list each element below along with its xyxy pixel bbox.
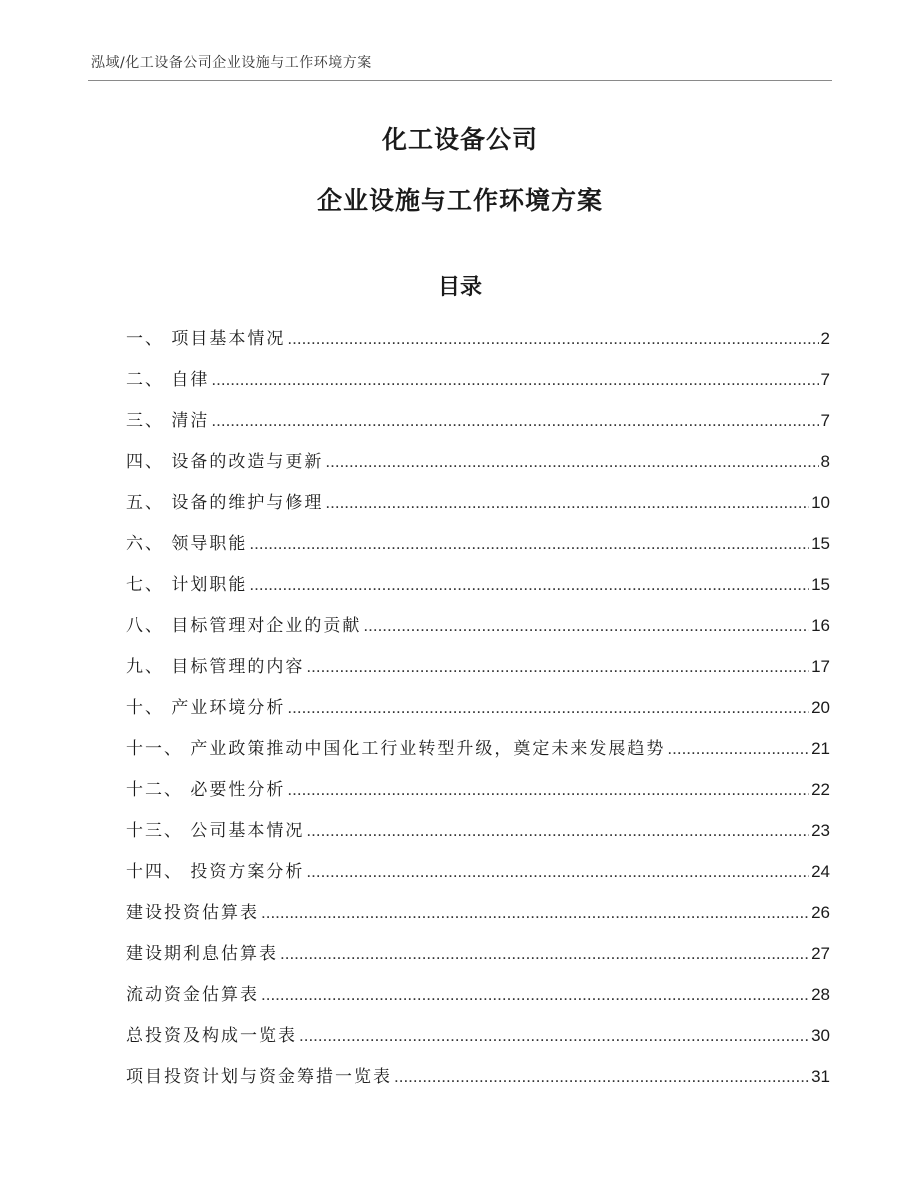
toc-leader-dots [287, 318, 818, 359]
toc-entry-page: 31 [811, 1067, 830, 1086]
toc-entry-label: 设备的改造与更新 [171, 452, 324, 472]
toc-entry[interactable] [126, 482, 830, 523]
toc-leader-dots [667, 728, 809, 769]
toc-entry-label: 建设投资估算表 [126, 903, 259, 923]
toc-entry-number: 三、 [126, 411, 172, 431]
toc-leader-dots [363, 605, 809, 646]
toc-entry[interactable] [126, 646, 830, 687]
toc-entry-number: 十、 [126, 698, 172, 718]
toc-entry[interactable] [126, 974, 830, 1015]
toc-entry-number: 六、 [126, 534, 172, 554]
toc-entry-page: 8 [820, 452, 830, 471]
toc-entry-page: 28 [811, 985, 830, 1004]
toc-entry-page: 24 [811, 862, 830, 881]
toc-entry-page: 15 [811, 534, 830, 553]
toc-entry[interactable] [126, 400, 830, 441]
toc-leader-dots [261, 892, 809, 933]
toc-leader-dots [280, 933, 809, 974]
toc-leader-dots [211, 359, 818, 400]
toc-entry-label: 领导职能 [171, 534, 248, 554]
toc-leader-dots [325, 482, 809, 523]
toc-entry[interactable] [126, 933, 830, 974]
toc-entry-number: 八、 [126, 616, 172, 636]
toc-entry-page: 15 [811, 575, 830, 594]
toc-leader-dots [249, 523, 809, 564]
document-title-line2: 企业设施与工作环境方案 [316, 186, 603, 215]
table-of-contents [126, 318, 830, 1097]
toc-leader-dots [261, 974, 809, 1015]
toc-entry[interactable] [126, 1015, 830, 1056]
toc-entry-number: 七、 [126, 575, 172, 595]
toc-leader-dots [306, 646, 809, 687]
toc-leader-dots [299, 1015, 809, 1056]
toc-entry[interactable] [126, 605, 830, 646]
toc-entry-number: 四、 [126, 452, 172, 472]
toc-entry-label: 项目投资计划与资金筹措一览表 [126, 1067, 392, 1087]
toc-entry-label: 清洁 [171, 411, 210, 431]
toc-entry-number: 五、 [126, 493, 172, 513]
toc-entry-number: 十三、 [126, 821, 191, 841]
toc-entry[interactable] [126, 441, 830, 482]
toc-leader-dots [306, 810, 809, 851]
toc-entry-page: 22 [811, 780, 830, 799]
toc-entry[interactable] [126, 810, 830, 851]
toc-leader-dots [306, 851, 809, 892]
toc-entry-page: 7 [820, 370, 830, 389]
toc-entry[interactable] [126, 728, 830, 769]
toc-entry-page: 17 [811, 657, 830, 676]
toc-entry-number: 十二、 [126, 780, 191, 800]
toc-entry-page: 20 [811, 698, 830, 717]
toc-entry-label: 目标管理对企业的贡献 [171, 616, 362, 636]
toc-entry[interactable] [126, 851, 830, 892]
toc-entry-number: 十一、 [126, 739, 191, 759]
toc-entry[interactable] [126, 769, 830, 810]
toc-entry[interactable] [126, 564, 830, 605]
toc-entry-label: 总投资及构成一览表 [126, 1026, 297, 1046]
toc-leader-dots [211, 400, 818, 441]
toc-entry-label: 必要性分析 [190, 780, 286, 800]
toc-leader-dots [287, 687, 809, 728]
toc-entry-label: 自律 [171, 370, 210, 390]
toc-entry-label: 产业环境分析 [171, 698, 286, 718]
toc-leader-dots [394, 1056, 809, 1097]
toc-entry-label: 流动资金估算表 [126, 985, 259, 1005]
toc-entry-label: 建设期利息估算表 [126, 944, 278, 964]
header-divider [88, 80, 832, 81]
toc-entry-label: 设备的维护与修理 [171, 493, 324, 513]
toc-leader-dots [249, 564, 809, 605]
toc-entry-page: 26 [811, 903, 830, 922]
toc-entry[interactable] [126, 359, 830, 400]
toc-entry-page: 21 [811, 739, 830, 758]
toc-entry-number: 一、 [126, 329, 172, 349]
toc-entry-page: 30 [811, 1026, 830, 1045]
toc-entry-label: 投资方案分析 [190, 862, 305, 882]
toc-entry-label: 项目基本情况 [171, 329, 286, 349]
toc-entry-label: 产业政策推动中国化工行业转型升级，奠定未来发展趋势 [190, 739, 666, 759]
document-title-line1: 化工设备公司 [381, 125, 538, 154]
toc-entry-page: 16 [811, 616, 830, 635]
toc-entry-page: 27 [811, 944, 830, 963]
toc-entry-page: 7 [820, 411, 830, 430]
running-header: 泓域/化工设备公司企业设施与工作环境方案 [91, 55, 372, 71]
toc-leader-dots [287, 769, 809, 810]
toc-entry[interactable] [126, 318, 830, 359]
toc-entry-number: 十四、 [126, 862, 191, 882]
toc-entry[interactable] [126, 687, 830, 728]
toc-entry[interactable] [126, 1056, 830, 1097]
toc-entry-label: 目标管理的内容 [171, 657, 305, 677]
toc-entry-page: 2 [820, 329, 830, 348]
toc-entry[interactable] [126, 892, 830, 933]
toc-entry-label: 公司基本情况 [190, 821, 305, 841]
toc-entry-number: 九、 [126, 657, 172, 677]
toc-entry-page: 23 [811, 821, 830, 840]
toc-entry[interactable] [126, 523, 830, 564]
toc-entry-page: 10 [811, 493, 830, 512]
toc-entry-label: 计划职能 [171, 575, 248, 595]
toc-heading: 目录 [437, 275, 482, 300]
toc-entry-number: 二、 [126, 370, 172, 390]
toc-leader-dots [325, 441, 818, 482]
